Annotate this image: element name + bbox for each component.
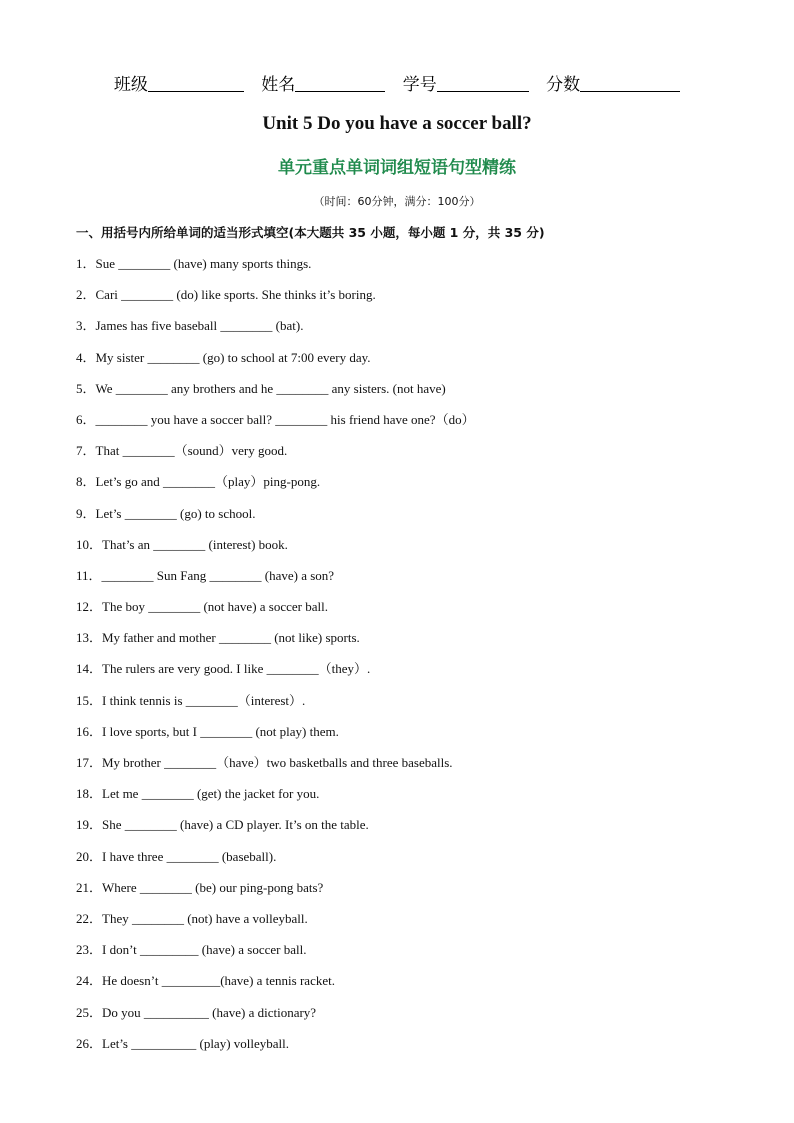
question-item: 7．That ________（sound）very good. xyxy=(76,443,288,459)
question-item: 1．Sue ________ (have) many sports things. xyxy=(76,256,312,271)
question-item: 16．I love sports, but I ________ (not play) them. xyxy=(76,723,339,739)
worksheet-subtitle: 单元重点单词词组短语句型精练 xyxy=(278,158,516,178)
question-item: 2．Cari ________ (do) like sports. She thinks it’s boring. xyxy=(76,287,376,303)
question-item: 18．Let me ________ (get) the jacket for you. xyxy=(76,786,320,802)
score-label: 分数 xyxy=(546,75,581,95)
question-item: 12．The boy ________ (not have) a soccer ball. xyxy=(76,599,328,615)
number-blank[interactable] xyxy=(437,73,529,92)
class-label: 班级 xyxy=(113,75,148,95)
unit-title: Unit 5 Do you have a soccer ball? xyxy=(262,113,532,134)
question-item: 17．My brother ________（have）two basketballs and three baseballs. xyxy=(76,755,453,770)
question-item: 19．She ________ (have) a CD player. It’s on the table. xyxy=(76,817,369,833)
question-item: 24．He doesn’t _________(have) a tennis racket. xyxy=(76,973,335,989)
question-list xyxy=(76,254,736,1065)
question-item: 26．Let’s __________ (play) volleyball. xyxy=(76,1035,290,1051)
question-item: 20．I have three ________ (baseball). xyxy=(76,848,277,864)
question-item: 22．They ________ (not) have a volleyball. xyxy=(76,910,308,926)
question-item: 25．Do you __________ (have) a dictionary? xyxy=(76,1004,317,1020)
number-label: 学号 xyxy=(402,75,437,95)
question-item: 15．I think tennis is ________（interest）. xyxy=(76,692,306,708)
question-item: 11．________ Sun Fang ________ (have) a son? xyxy=(76,567,335,583)
score-field xyxy=(546,70,680,95)
question-item: 23．I don’t _________ (have) a soccer ball. xyxy=(76,942,307,958)
name-field xyxy=(261,70,385,95)
question-item: 5．We ________ any brothers and he ________ any sisters. (not have) xyxy=(76,380,446,396)
question-item: 13．My father and mother ________ (not like) sports. xyxy=(76,630,360,646)
number-field xyxy=(403,70,529,95)
name-blank[interactable] xyxy=(295,73,385,92)
name-label: 姓名 xyxy=(261,75,296,95)
score-blank[interactable] xyxy=(580,73,680,92)
question-item: 9．Let’s ________ (go) to school. xyxy=(76,505,256,521)
class-blank[interactable] xyxy=(148,73,244,92)
question-item: 6．________ you have a soccer ball? ________ his friend have one?（do） xyxy=(76,411,475,427)
question-item: 10．That’s an ________ (interest) book. xyxy=(76,536,288,552)
class-field xyxy=(114,70,244,95)
question-item: 4．My sister ________ (go) to school at 7:00 every day. xyxy=(76,349,371,365)
question-item: 21．Where ________ (be) our ping-pong bats? xyxy=(76,879,324,895)
time-note: （时间：60分钟，满分：100分） xyxy=(313,195,481,208)
question-item: 3．James has five baseball ________ (bat). xyxy=(76,318,304,334)
question-item: 14．The rulers are very good. I like ________（they）. xyxy=(76,661,371,677)
question-item: 8．Let’s go and ________（play）ping-pong. xyxy=(76,474,321,490)
section-heading: 一、用括号内所给单词的适当形式填空(本大题共 35 小题，每小题 1 分，共 35 分) xyxy=(76,225,545,240)
student-info-row xyxy=(0,70,794,95)
